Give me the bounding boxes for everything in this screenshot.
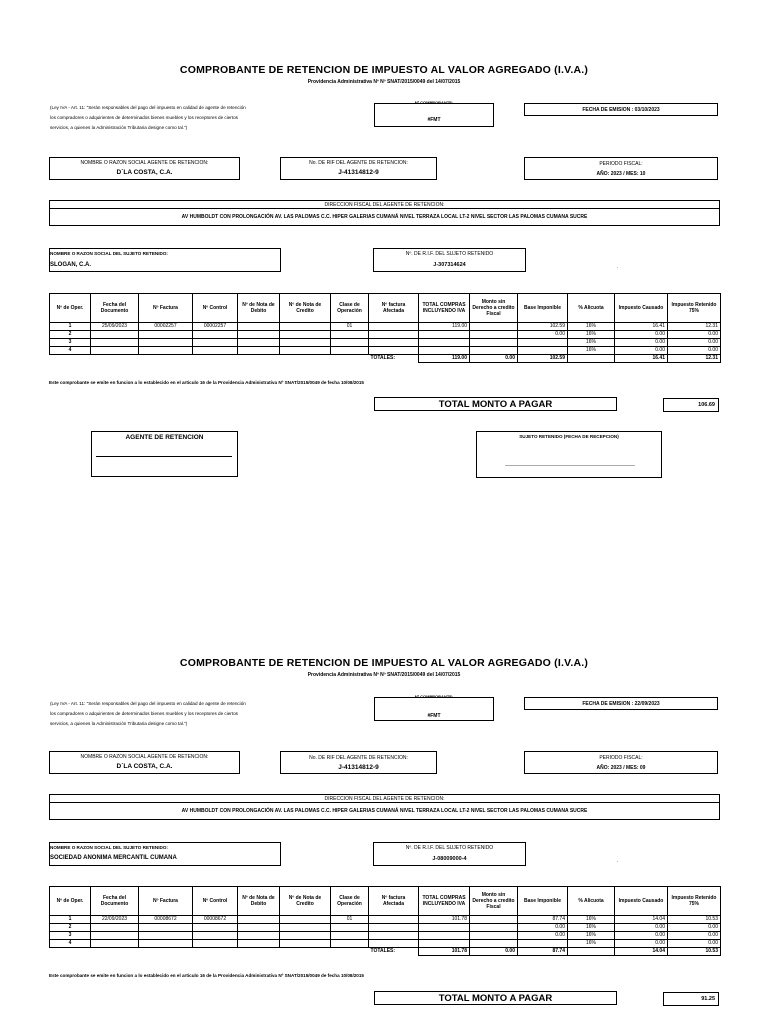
- agente-nombre-label: NOMBRE O RAZON SOCIAL AGENTE DE RETENCION:: [80, 160, 209, 166]
- table-cell: 1: [50, 323, 91, 331]
- table-cell: 0.00: [615, 331, 668, 339]
- table-cell: 2: [50, 331, 91, 339]
- table-cell: [280, 331, 331, 339]
- totals-row: [50, 948, 721, 956]
- agente-rif-label: No. DE RIF DEL AGENTE DE RETENCION:: [309, 160, 408, 166]
- table-cell: [331, 924, 369, 932]
- table-cell: [193, 924, 238, 932]
- table-cell: [369, 331, 419, 339]
- agente-firma-line: [96, 456, 232, 457]
- totals-label: TOTALES:: [370, 355, 396, 362]
- direccion-divider: [50, 208, 719, 209]
- table-cell: 0.00: [668, 924, 721, 932]
- table-cell: [139, 347, 193, 355]
- sujeto-box: [49, 842, 281, 866]
- table-cell: [193, 940, 238, 948]
- direccion: AV HUMBOLDT CON PROLONGACIÓN AV. LAS PALOMAS C.C. HIPER GALERIAS CUMANÁ NIVEL TERRAZA LOCAL LT-2 NIVEL SECTOR LAS PALOMAS CUMANA SUCRE: [181, 808, 588, 814]
- header-cell: TOTAL COMPRAS INCLUYENDO IVA: [419, 887, 470, 916]
- table-cell: [280, 916, 331, 924]
- agente-rif-box: [280, 751, 437, 774]
- table-cell: [331, 331, 369, 339]
- total-cell: [568, 355, 615, 363]
- table-cell: [419, 347, 470, 355]
- table-cell: 14.04: [615, 916, 668, 924]
- table-cell: [193, 347, 238, 355]
- periodo-label: PERIODO FISCAL:: [599, 755, 643, 761]
- table-cell: [91, 339, 139, 347]
- table-cell: 0.00: [668, 331, 721, 339]
- table-cell: 1: [50, 916, 91, 924]
- table-cell: [193, 331, 238, 339]
- table-cell: 0.00: [615, 347, 668, 355]
- sujeto-label: NOMBRE O RAZON SOCIAL DEL SUJETO RETENIDO:: [50, 251, 168, 256]
- table-cell: 25/09/2023: [91, 323, 139, 331]
- sujeto-rif-box: [373, 248, 526, 272]
- sujeto-rif-box: [373, 842, 526, 866]
- table-cell: [470, 940, 518, 948]
- table-cell: [91, 331, 139, 339]
- legal-note: Este comprobante se emite en funcion a lo establecido en el articulo 16 de la Providencia Administrativa Nº SNAT/2015/0049 de fecha 10/08/2015: [49, 380, 364, 385]
- table-cell: [193, 932, 238, 940]
- header-cell: Nº de Oper.: [50, 887, 91, 916]
- table-cell: [139, 932, 193, 940]
- table-cell: [280, 347, 331, 355]
- sujeto-label: NOMBRE O RAZON SOCIAL DEL SUJETO RETENIDO:: [50, 845, 168, 850]
- header-cell: Monto sin Derecho a credito Fiscal: [470, 887, 518, 916]
- table-cell: 16%: [568, 323, 615, 331]
- table-cell: 87.74: [518, 916, 568, 924]
- table-cell: 01: [331, 323, 369, 331]
- total-cell: 119.00: [419, 355, 470, 363]
- stray-dot: .: [617, 858, 619, 864]
- table-cell: 0.00: [668, 339, 721, 347]
- table-cell: 4: [50, 347, 91, 355]
- totals-label: TOTALES:: [370, 948, 396, 955]
- table-header-row: [50, 294, 721, 323]
- table-cell: [280, 323, 331, 331]
- periodo-box: [524, 751, 718, 774]
- receipt-2: [0, 594, 768, 1004]
- table-cell: 16%: [568, 331, 615, 339]
- table-cell: [470, 347, 518, 355]
- header-cell: Nº Factura: [139, 887, 193, 916]
- table-cell: [470, 916, 518, 924]
- comprobante-box: [374, 100, 494, 127]
- retention-table: [49, 886, 721, 956]
- table-cell: [470, 932, 518, 940]
- periodo-box: [524, 157, 718, 180]
- sujeto-firma-label: SUJETO RETENIDO (FECHA DE RECEPCION): [519, 434, 619, 439]
- table-cell: [139, 924, 193, 932]
- header-cell: Impuesto Retenido 75%: [668, 887, 721, 916]
- table-cell: [470, 924, 518, 932]
- table-cell: [369, 924, 419, 932]
- table-cell: 0.00: [615, 924, 668, 932]
- table-cell: 119.00: [419, 323, 470, 331]
- header-cell: Base Imponible: [518, 887, 568, 916]
- header-cell: Nº de Oper.: [50, 294, 91, 323]
- table-cell: 16%: [568, 924, 615, 932]
- table-cell: 12.31: [668, 323, 721, 331]
- table-cell: [280, 932, 331, 940]
- sujeto-box: [49, 248, 281, 272]
- total-cell: [568, 948, 615, 956]
- table-row: [50, 932, 721, 940]
- table-cell: [280, 924, 331, 932]
- table-row: [50, 339, 721, 347]
- receipt-subtitle: Providencia Administrativa Nº Nº SNAT/2015/0049 del 14/07/2015: [307, 79, 461, 85]
- agente-nombre: D´LA COSTA, C.A.: [116, 169, 173, 176]
- table-cell: 0.00: [518, 924, 568, 932]
- table-cell: 16.41: [615, 323, 668, 331]
- header-cell: Impuesto Causado: [615, 887, 668, 916]
- header-cell: TOTAL COMPRAS INCLUYENDO IVA: [419, 294, 470, 323]
- header-cell: Base Imponible: [518, 294, 568, 323]
- sujeto-firma-line: [505, 465, 635, 466]
- table-cell: [139, 339, 193, 347]
- header-cell: Nº de Nota de Credito: [280, 294, 331, 323]
- table-cell: [238, 940, 280, 948]
- comprobante-label: Nº COMPROBANTE:: [414, 100, 454, 105]
- sujeto-rif-label: Nº. DE R.I.F. DEL SUJETO RETENIDO: [405, 251, 494, 257]
- comprobante-box: [374, 694, 494, 721]
- comprobante-value: #FMT: [427, 713, 441, 719]
- header-cell: Nº Control: [193, 294, 238, 323]
- table-cell: [518, 347, 568, 355]
- table-cell: 0.00: [615, 339, 668, 347]
- table-cell: 0.00: [668, 347, 721, 355]
- table-cell: [91, 940, 139, 948]
- header-cell: Clase de Operación: [331, 887, 369, 916]
- fecha-emision-box: [524, 697, 718, 710]
- sujeto-rif: J-08009000-4: [432, 856, 467, 862]
- header-cell: Impuesto Retenido 75%: [668, 294, 721, 323]
- table-cell: [193, 339, 238, 347]
- table-row: [50, 331, 721, 339]
- table-cell: [238, 924, 280, 932]
- table-cell: [369, 940, 419, 948]
- table-body: [50, 916, 721, 948]
- table-cell: [470, 323, 518, 331]
- direccion-label: DIRECCION FISCAL DEL AGENTE DE RETENCION:: [324, 796, 445, 802]
- table-cell: 102.59: [518, 323, 568, 331]
- table-cell: [238, 339, 280, 347]
- total-cell: 0.00: [470, 355, 518, 363]
- table-cell: 16%: [568, 932, 615, 940]
- table-cell: 16%: [568, 347, 615, 355]
- table-cell: [331, 347, 369, 355]
- total-cell: 10.53: [668, 948, 721, 956]
- total-cell: 12.31: [668, 355, 721, 363]
- table-cell: [238, 331, 280, 339]
- table-row: [50, 940, 721, 948]
- total-monto-label: TOTAL MONTO A PAGAR: [374, 397, 617, 411]
- table-cell: 0.00: [518, 331, 568, 339]
- table-cell: [419, 940, 470, 948]
- sujeto-firma-box: [476, 431, 662, 478]
- sujeto-rif-label: Nº. DE R.I.F. DEL SUJETO RETENIDO: [405, 845, 494, 851]
- table-row: [50, 924, 721, 932]
- comprobante-value: #FMT: [427, 117, 441, 123]
- total-monto-value: 91.25: [663, 992, 719, 1006]
- header-cell: % Alicuota: [568, 887, 615, 916]
- stray-dot: .: [617, 264, 619, 270]
- periodo: AÑO: 2023 / MES: 10: [596, 171, 646, 177]
- header-cell: Monto sin Derecho a credito Fiscal: [470, 294, 518, 323]
- table-body: [50, 323, 721, 355]
- table-cell: 0.00: [518, 932, 568, 940]
- table-cell: [91, 924, 139, 932]
- header-cell: Impuesto Causado: [615, 294, 668, 323]
- table-cell: [369, 932, 419, 940]
- table-cell: [419, 339, 470, 347]
- total-cell: 87.74: [518, 948, 568, 956]
- table-cell: [91, 347, 139, 355]
- header-cell: % Alicuota: [568, 294, 615, 323]
- table-cell: 00008672: [193, 916, 238, 924]
- total-monto-value: 106.69: [663, 398, 719, 412]
- ley-iva-text: (Ley IVA - Art. 11: "Serán responsables del pago del impuesto en calidad de agente de retención los compradores o adquirientes de determinados bienes muebles y los receptores de ciertos servicios, a quienes la Administración Tributaria designe como tal."): [50, 701, 246, 726]
- table-cell: 00002257: [139, 323, 193, 331]
- table-cell: [470, 331, 518, 339]
- table-cell: 22/09/2023: [91, 916, 139, 924]
- table-cell: [280, 339, 331, 347]
- agente-rif: J-41314812-9: [338, 169, 379, 176]
- fecha-emision: FECHA DE EMISION : 22/09/2023: [582, 701, 660, 707]
- total-cell: 16.41: [615, 355, 668, 363]
- table-cell: 10.53: [668, 916, 721, 924]
- table-cell: [369, 916, 419, 924]
- legal-note: Este comprobante se emite en funcion a lo establecido en el articulo 16 de la Providencia Administrativa Nº SNAT/2015/0049 de fecha 10/08/2015: [49, 973, 364, 978]
- header-cell: Nº factura Afectada: [369, 294, 419, 323]
- direccion-box: [49, 794, 720, 820]
- periodo: AÑO: 2023 / MES: 09: [596, 765, 646, 771]
- agente-nombre-label: NOMBRE O RAZON SOCIAL AGENTE DE RETENCION:: [80, 754, 209, 760]
- fecha-emision: FECHA DE EMISION : 03/10/2023: [582, 107, 660, 113]
- table-cell: [280, 940, 331, 948]
- sujeto-nombre: SLOGAN, C.A.: [50, 262, 92, 268]
- receipt-title: COMPROBANTE DE RETENCION DE IMPUESTO AL VALOR AGREGADO (I.V.A.): [179, 657, 589, 669]
- totals-row: [50, 355, 721, 363]
- table-header-row: [50, 887, 721, 916]
- table-cell: [331, 940, 369, 948]
- direccion: AV HUMBOLDT CON PROLONGACIÓN AV. LAS PALOMAS C.C. HIPER GALERIAS CUMANÁ NIVEL TERRAZA LOCAL LT-2 NIVEL SECTOR LAS PALOMAS CUMANA SUCRE: [181, 214, 588, 220]
- direccion-label: DIRECCION FISCAL DEL AGENTE DE RETENCION:: [324, 202, 445, 208]
- table-row: [50, 916, 721, 924]
- agente-nombre-box: [49, 157, 240, 180]
- total-cell: 14.04: [615, 948, 668, 956]
- receipt-1: [0, 0, 768, 441]
- agente-firma-label: AGENTE DE RETENCION: [125, 434, 204, 441]
- table-cell: [419, 932, 470, 940]
- table-cell: [419, 924, 470, 932]
- table-cell: [369, 323, 419, 331]
- fecha-emision-box: [524, 103, 718, 116]
- table-cell: [238, 323, 280, 331]
- receipt-subtitle: Providencia Administrativa Nº Nº SNAT/2015/0049 del 14/07/2015: [307, 672, 461, 678]
- agente-rif-box: [280, 157, 437, 180]
- agente-firma-box: [91, 431, 238, 477]
- table-cell: [518, 339, 568, 347]
- direccion-divider: [50, 802, 719, 803]
- header-cell: Nº Factura: [139, 294, 193, 323]
- table-cell: [419, 331, 470, 339]
- table-row: [50, 323, 721, 331]
- table-cell: 101.78: [419, 916, 470, 924]
- agente-nombre: D´LA COSTA, C.A.: [116, 763, 173, 770]
- agente-nombre-box: [49, 751, 240, 774]
- header-cell: Fecha del Documento: [91, 294, 139, 323]
- header-cell: Clase de Operación: [331, 294, 369, 323]
- table-cell: 2: [50, 924, 91, 932]
- header-cell: Nº de Nota de Debito: [238, 294, 280, 323]
- direccion-box: [49, 200, 720, 226]
- table-cell: 3: [50, 339, 91, 347]
- agente-rif: J-41314812-9: [338, 764, 379, 771]
- table-cell: [91, 932, 139, 940]
- table-cell: 4: [50, 940, 91, 948]
- table-cell: [139, 331, 193, 339]
- table-cell: [369, 347, 419, 355]
- table-cell: 0.00: [668, 932, 721, 940]
- table-cell: 0.00: [668, 940, 721, 948]
- table-cell: 00002257: [193, 323, 238, 331]
- table-cell: 00008672: [139, 916, 193, 924]
- table-cell: 01: [331, 916, 369, 924]
- total-cell: 101.78: [419, 948, 470, 956]
- table-cell: 0.00: [615, 940, 668, 948]
- table-cell: 16%: [568, 940, 615, 948]
- receipt-title: COMPROBANTE DE RETENCION DE IMPUESTO AL VALOR AGREGADO (I.V.A.): [179, 64, 589, 76]
- total-monto-label: TOTAL MONTO A PAGAR: [374, 991, 617, 1005]
- table-cell: [139, 940, 193, 948]
- comprobante-label: Nº COMPROBANTE:: [414, 694, 454, 699]
- table-row: [50, 347, 721, 355]
- table-cell: [331, 932, 369, 940]
- ley-iva-text: (Ley IVA - Art. 11: "Serán responsables del pago del impuesto en calidad de agente de retención los compradores o adquirientes de determinados bienes muebles y los receptores de ciertos servicios, a quienes la Administración Tributaria designe como tal."): [50, 105, 246, 130]
- table-cell: [238, 932, 280, 940]
- header-cell: Nº de Nota de Debito: [238, 887, 280, 916]
- table-cell: 16%: [568, 339, 615, 347]
- table-cell: 3: [50, 932, 91, 940]
- periodo-label: PERIODO FISCAL:: [599, 161, 643, 167]
- header-cell: Nº de Nota de Credito: [280, 887, 331, 916]
- header-cell: Nº factura Afectada: [369, 887, 419, 916]
- total-cell: 102.59: [518, 355, 568, 363]
- table-cell: [470, 339, 518, 347]
- table-cell: 16%: [568, 916, 615, 924]
- total-cell: 0.00: [470, 948, 518, 956]
- table-cell: [331, 339, 369, 347]
- table-cell: [518, 940, 568, 948]
- table-cell: [369, 339, 419, 347]
- sujeto-nombre: SOCIEDAD ANONIMA MERCANTIL CUMANA: [50, 855, 177, 861]
- header-cell: Nº Control: [193, 887, 238, 916]
- table-cell: [238, 347, 280, 355]
- header-cell: Fecha del Documento: [91, 887, 139, 916]
- retention-table: [49, 293, 721, 363]
- sujeto-rif: J-307314624: [433, 262, 466, 268]
- table-cell: 0.00: [615, 932, 668, 940]
- agente-rif-label: No. DE RIF DEL AGENTE DE RETENCION:: [309, 755, 408, 761]
- table-cell: [238, 916, 280, 924]
